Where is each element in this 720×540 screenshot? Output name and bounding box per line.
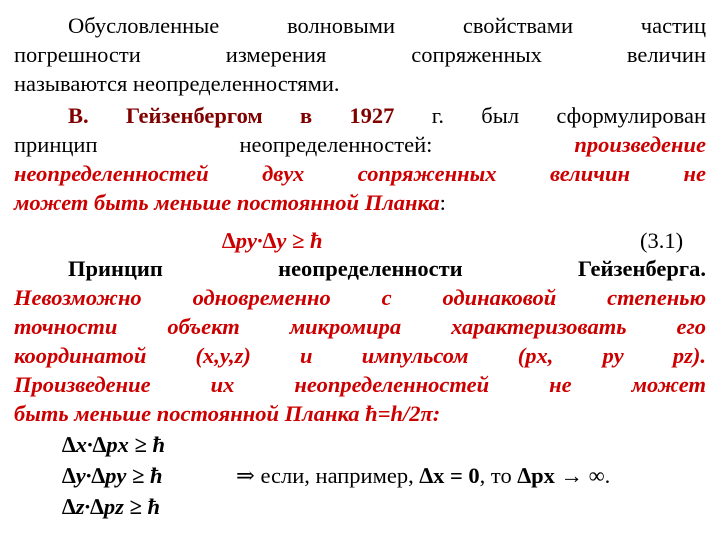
example-result: ∆px: [517, 463, 555, 488]
principle-line-3: координатой (x,y,z) и импульсом (px, py pz).: [14, 343, 706, 368]
principle-line-2: точности объект микромира характеризовать его: [14, 314, 706, 339]
para2-line-2-start: принцип неопределенностей:: [14, 132, 575, 157]
para2-line-3: неопределенностей двух сопряженных величин не: [14, 161, 706, 186]
para2-line-1-rest: г. был сформулирован: [394, 103, 706, 128]
principle-heading: Принцип неопределенности Гейзенберга.: [68, 256, 706, 281]
intro-line-2: погрешности измерения сопряженных величин: [14, 42, 706, 67]
author-name: В. Гейзенбергом в 1927: [68, 103, 395, 128]
example-then: , то: [479, 463, 518, 488]
example-limit: → ∞.: [560, 463, 611, 488]
principle-line-4: Произведение их неопределенностей не может: [14, 372, 706, 397]
para2-line-1: [68, 101, 706, 130]
para2-line-4: [14, 188, 706, 217]
relation-z: ∆z·∆pz ≥ ħ: [62, 494, 161, 519]
para2-line-4-red: может быть меньше постоянной Планка: [14, 190, 440, 215]
example-condition: ∆x = 0: [419, 463, 480, 488]
implies-arrow: ⇒: [236, 463, 255, 488]
intro-line-1: Обусловленные волновыми свойствами частиц: [68, 13, 706, 38]
para2-line-4-colon: :: [439, 190, 446, 215]
example-text: если, например,: [254, 463, 420, 488]
formula-number: (3.1): [640, 228, 684, 253]
principle-line-1: Невозможно одновременно с одинаковой степенью: [14, 285, 706, 310]
formula-3-1: ∆py·∆y ≥ ħ: [222, 228, 323, 253]
relation-y: ∆y·∆py ≥ ħ: [62, 463, 163, 488]
para2-line-2-red: произведение: [574, 132, 706, 157]
example-line: [236, 461, 610, 490]
para2-line-2: [14, 130, 706, 159]
intro-line-3: называются неопределенностями.: [14, 71, 340, 96]
relation-x: ∆x·∆px ≥ ħ: [62, 432, 166, 457]
principle-line-5: быть меньше постоянной Планка ħ=h/2π:: [14, 401, 441, 426]
